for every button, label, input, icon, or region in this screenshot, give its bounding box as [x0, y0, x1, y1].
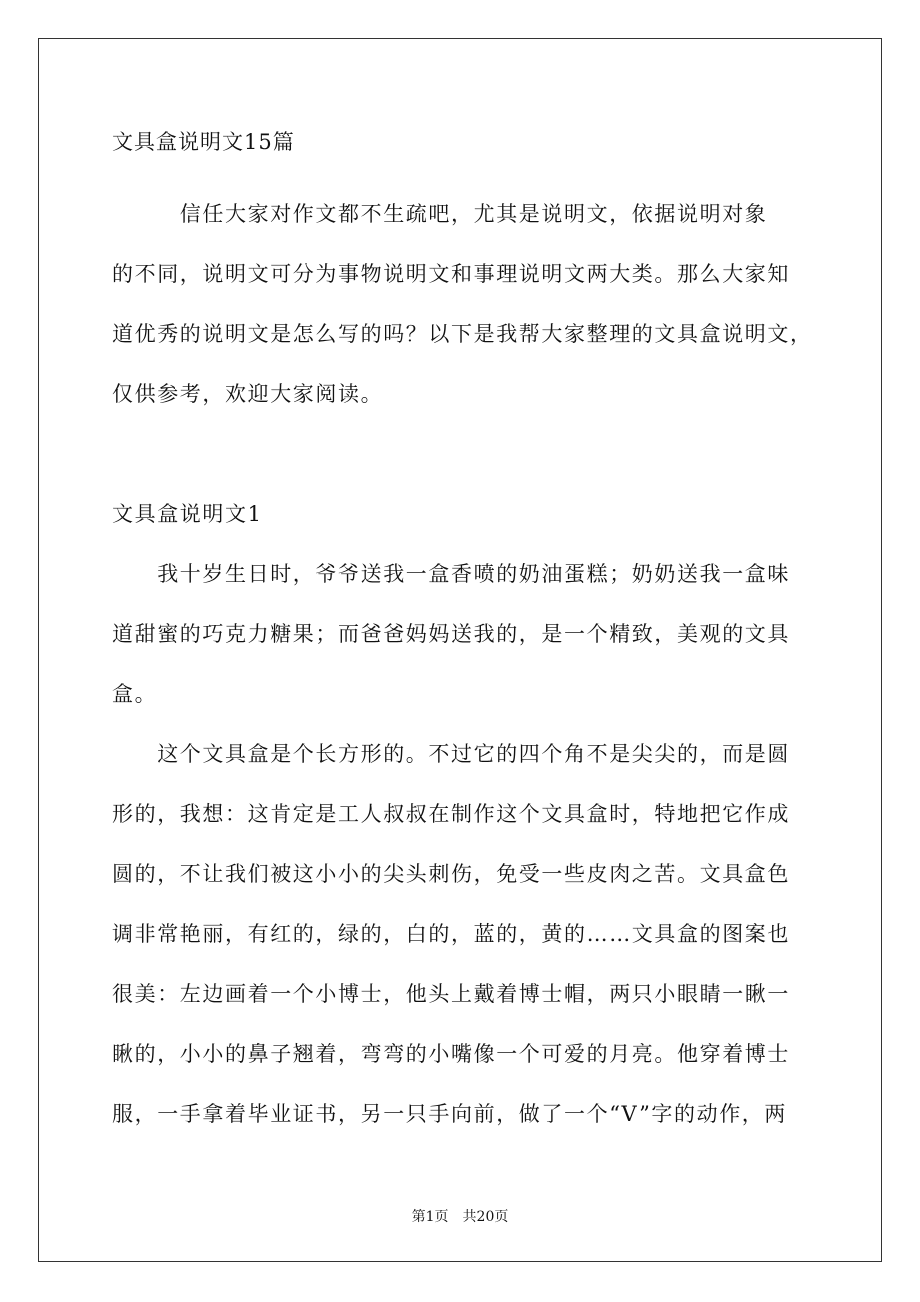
document-body: [112, 120, 812, 1144]
text-line: 调非常艳丽，有红的，绿的，白的，蓝的，黄的……文具盒的图案也: [112, 922, 790, 946]
section-1-text: [112, 544, 812, 1144]
text-line: 圆的，不让我们被这小小的尖头刺伤，免受一些皮肉之苦。文具盒色: [112, 862, 790, 886]
text-line: 道甜蜜的巧克力糖果；而爸爸妈妈送我的，是一个精致，美观的文具: [112, 622, 790, 646]
text-line: 我十岁生日时，爷爷送我一盒香喷的奶油蛋糕；奶奶送我一盒味: [112, 562, 790, 586]
page-number: 第1页: [411, 1209, 449, 1225]
intro-paragraph: [112, 184, 812, 424]
text-line: 仅供参考，欢迎大家阅读。: [112, 382, 384, 406]
text-line: 形的，我想：这肯定是工人叔叔在制作这个文具盒时，特地把它作成: [112, 802, 790, 826]
text-line: 信任大家对作文都不生疏吧，尤其是说明文，依据说明对象: [112, 202, 768, 226]
text-line: 瞅的，小小的鼻子翘着，弯弯的小嘴像一个可爱的月亮。他穿着博士: [112, 1042, 790, 1066]
text-line: 服，一手拿着毕业证书，另一只手向前，做了一个“V”字的动作，两: [112, 1102, 788, 1126]
text-line: 这个文具盒是个长方形的。不过它的四个角不是尖尖的，而是圆: [112, 742, 790, 766]
section-title: 文具盒说明文1: [112, 502, 263, 526]
text-line: 的不同，说明文可分为事物说明文和事理说明文两大类。那么大家知: [112, 262, 790, 286]
text-line: 盒。: [112, 682, 158, 706]
page-footer: [0, 1206, 920, 1226]
text-line: 很美：左边画着一个小博士，他头上戴着博士帽，两只小眼睛一瞅一: [112, 982, 790, 1006]
document-title: 文具盒说明文15篇: [112, 130, 295, 154]
text-line: 道优秀的说明文是怎么写的吗？以下是我帮大家整理的文具盒说明文，: [112, 322, 813, 346]
page-total: 共20页: [462, 1209, 509, 1225]
